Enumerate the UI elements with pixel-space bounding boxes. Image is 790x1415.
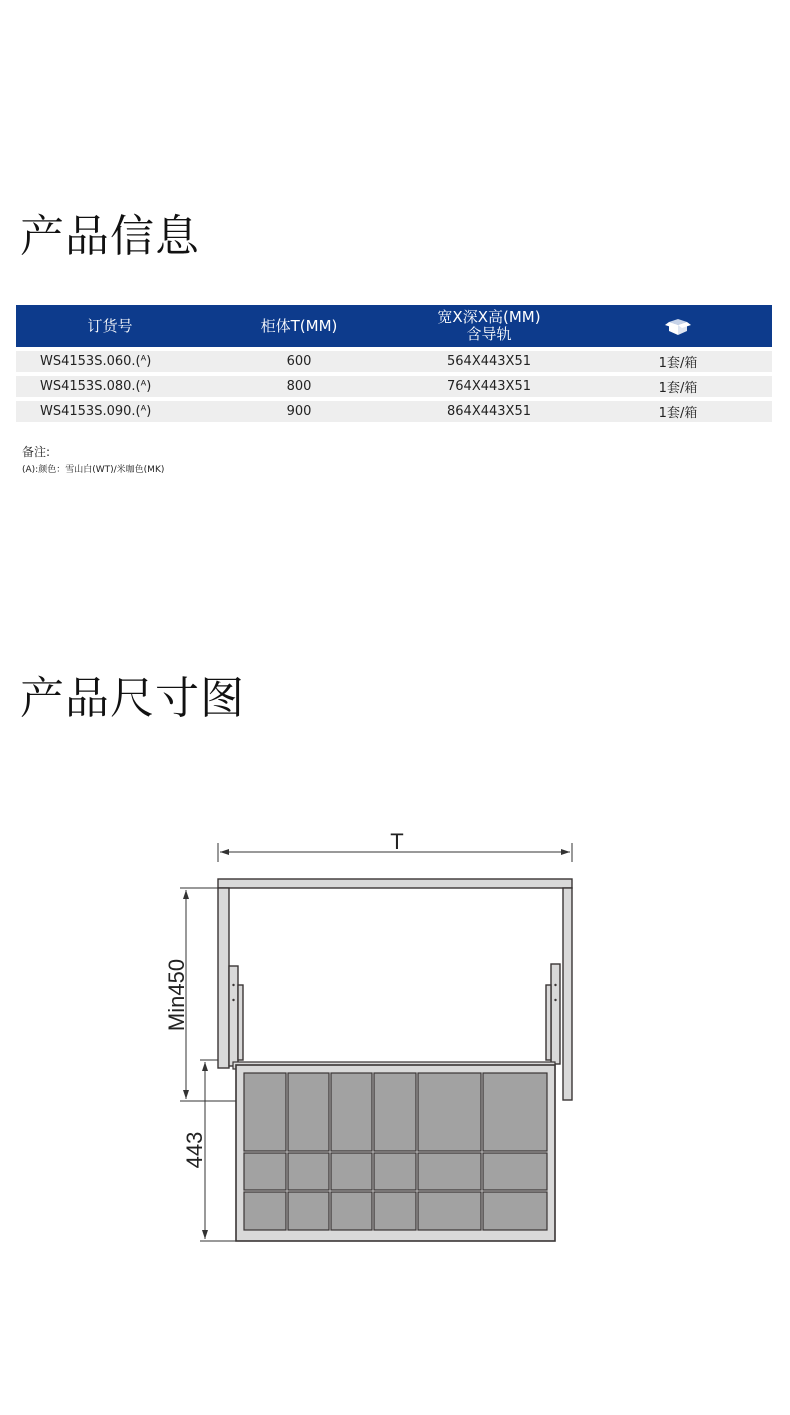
product-info-title: 产品信息 (20, 211, 200, 262)
width-arrow-left (220, 849, 229, 855)
notes (22, 443, 164, 475)
depth-label: 443 (182, 1131, 207, 1169)
basket-grid (244, 1073, 547, 1230)
frame-left-post (218, 888, 229, 1068)
cell-package: 1套/箱 (584, 351, 772, 372)
slide-bracket-right (551, 964, 560, 1064)
header-size (394, 305, 584, 347)
spec-table (16, 305, 772, 422)
height-arrow-bottom (183, 1090, 189, 1099)
dimension-title: 产品尺寸图 (20, 673, 245, 724)
table-row (16, 376, 772, 397)
cell-cabinet: 600 (204, 351, 394, 372)
dimension-drawing (150, 820, 590, 1260)
cell-cabinet: 800 (204, 376, 394, 397)
cell-size: 864X443X51 (394, 401, 584, 422)
header-cabinet: 柜体T(MM) (260, 316, 338, 335)
header-order-no: 订货号 (87, 316, 133, 335)
header-size-line1: 宽X深X高(MM) (437, 308, 541, 326)
cell-size: 764X443X51 (394, 376, 584, 397)
cell-code: WS4153S.060.(ᴬ) (16, 351, 204, 372)
table-row (16, 401, 772, 422)
cell-package: 1套/箱 (584, 401, 772, 422)
slide-rail-left (238, 985, 243, 1060)
width-label: T (390, 829, 404, 854)
depth-arrow-top (202, 1062, 208, 1071)
frame-top-bar (218, 879, 572, 888)
notes-text: (A):颜色：雪山白(WT)/米咖色(MK) (22, 465, 165, 475)
cell-package: 1套/箱 (584, 376, 772, 397)
cell-size: 564X443X51 (394, 351, 584, 372)
height-arrow-top (183, 890, 189, 899)
slide-bracket-left (229, 966, 238, 1066)
header-size-line2: 含导轨 (466, 325, 512, 343)
slide-rail-right (546, 985, 551, 1060)
header-package (584, 305, 772, 347)
box-icon (665, 316, 691, 336)
frame-right-post (563, 888, 572, 1100)
table-row (16, 351, 772, 372)
notes-label: 备注: (22, 445, 51, 459)
cell-cabinet: 900 (204, 401, 394, 422)
table-header-row (16, 305, 772, 347)
cell-code: WS4153S.080.(ᴬ) (16, 376, 204, 397)
depth-arrow-bottom (202, 1230, 208, 1239)
cell-code: WS4153S.090.(ᴬ) (16, 401, 204, 422)
height-label: Min450 (164, 958, 189, 1032)
width-arrow-right (561, 849, 570, 855)
